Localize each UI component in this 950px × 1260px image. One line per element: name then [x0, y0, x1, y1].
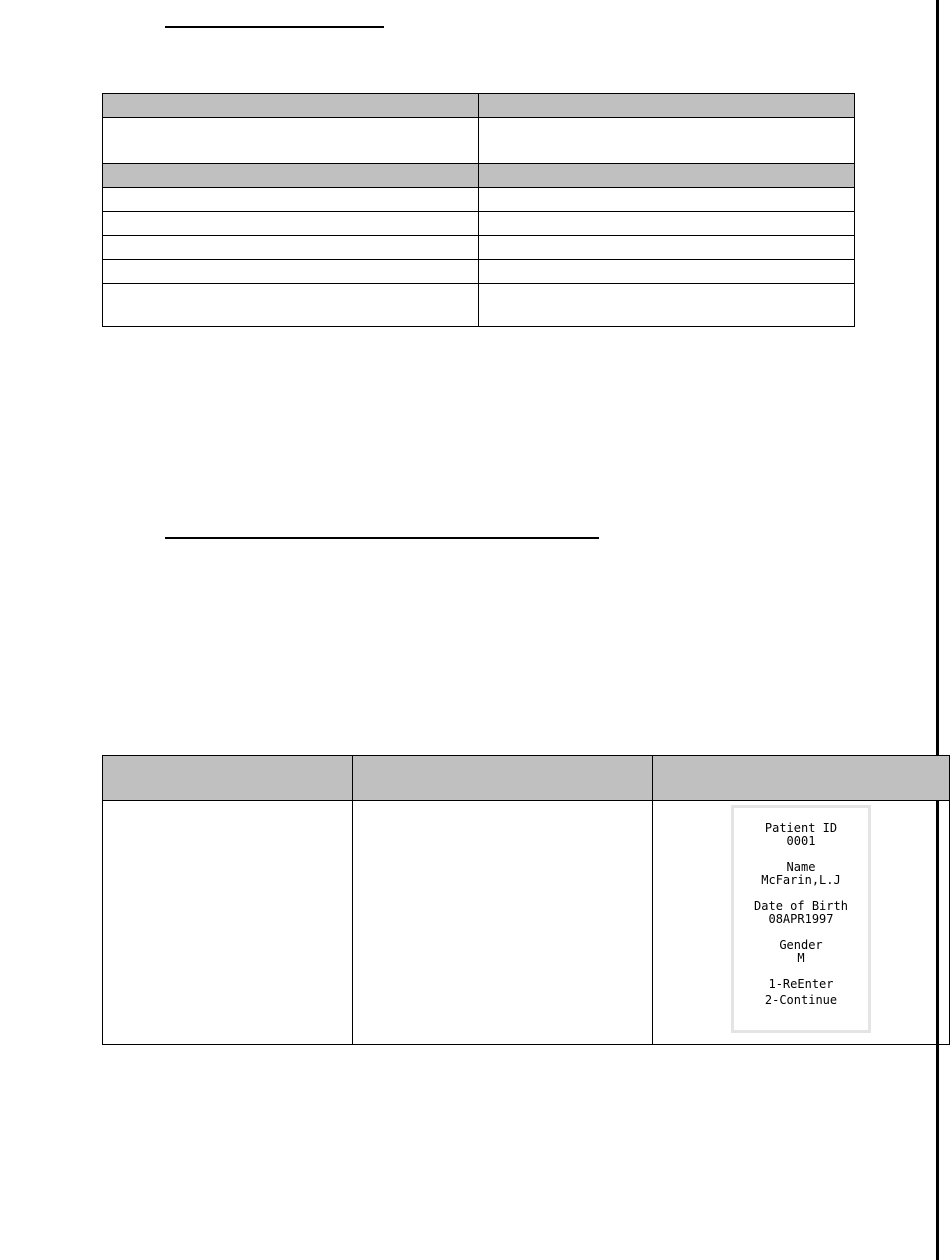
name-value: McFarin,L.J — [761, 873, 841, 887]
device-screen — [731, 805, 871, 1033]
option-continue[interactable]: 2-Continue — [764, 993, 838, 1007]
table-header-row — [103, 94, 855, 118]
table-row — [103, 236, 855, 260]
table-row — [103, 801, 950, 1045]
table-row — [103, 260, 855, 284]
section-heading-underline-2 — [165, 537, 599, 539]
right-margin-rule — [936, 0, 939, 1260]
patient-id-group — [734, 822, 868, 848]
gender-value: M — [797, 951, 805, 965]
dob-group — [734, 900, 868, 926]
name-label: Name — [786, 860, 816, 874]
table-row — [103, 212, 855, 236]
info-table — [102, 93, 855, 327]
name-group — [734, 861, 868, 887]
patient-id-value: 0001 — [786, 834, 816, 848]
gender-label: Gender — [779, 938, 823, 952]
table-row — [103, 284, 855, 327]
procedure-table — [102, 755, 950, 1045]
option-reenter[interactable]: 1-ReEnter — [768, 977, 834, 991]
gender-group — [734, 939, 868, 965]
dob-label: Date of Birth — [754, 899, 848, 913]
dob-value: 08APR1997 — [768, 912, 834, 926]
options-group — [734, 978, 868, 1007]
patient-id-label: Patient ID — [764, 821, 838, 835]
table-header-row — [103, 756, 950, 801]
section-heading-underline — [165, 26, 384, 28]
table-subheader-row — [103, 164, 855, 188]
table-row — [103, 118, 855, 164]
table-row — [103, 188, 855, 212]
